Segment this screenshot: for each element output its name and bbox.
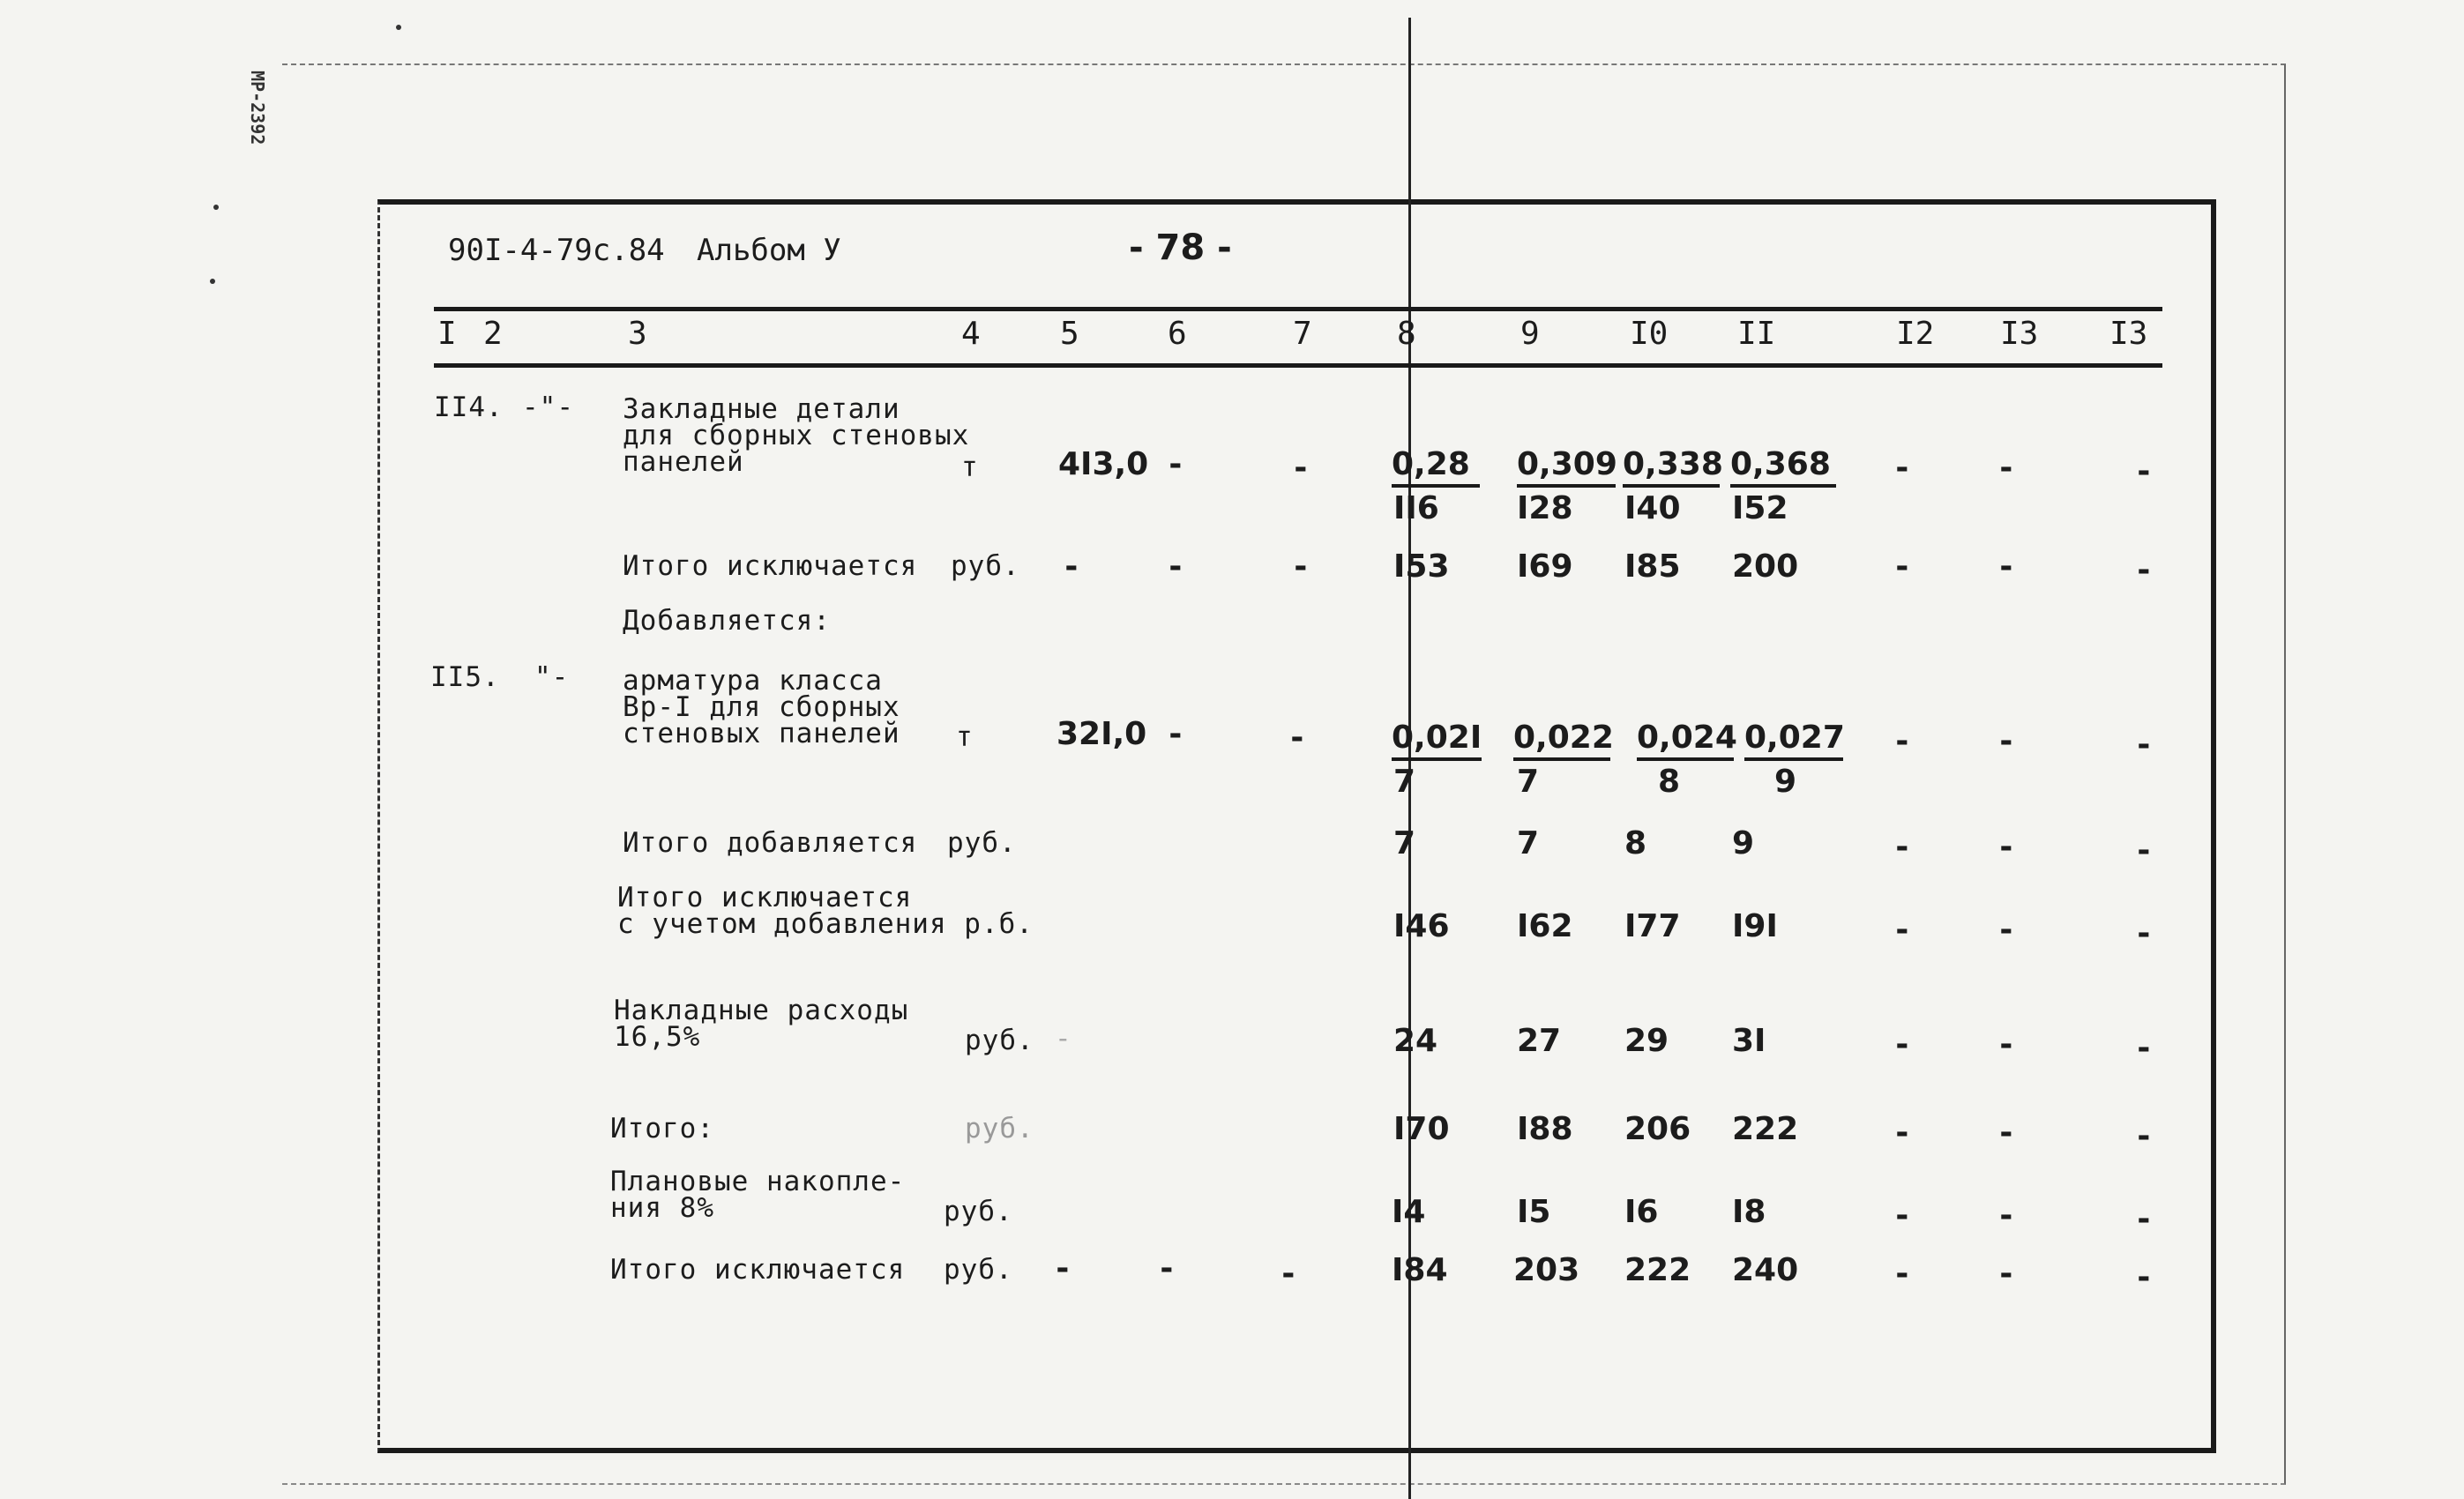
quantity: 0,024 (1637, 720, 1734, 761)
doc-code: 90I-4-79с.84 (448, 233, 665, 268)
cell-dash: - (1053, 1250, 1072, 1286)
cell-dash: - (2134, 727, 2154, 763)
col-header: I3 (2000, 316, 2039, 352)
cell-dash: - (1291, 548, 1310, 585)
unit-price: 4I3,0 (1058, 446, 1149, 482)
cell-dash: - (2134, 1201, 2154, 1237)
row-label: Итого добавляется (623, 827, 918, 859)
unit: т (956, 721, 974, 753)
cell-dash: - (1166, 716, 1185, 752)
item-name: стеновых панелей (623, 718, 900, 750)
value: I9I (1732, 908, 1778, 944)
col-header: I0 (1630, 316, 1669, 352)
value: I62 (1517, 908, 1573, 944)
row-number: II4. (434, 392, 504, 423)
value: I84 (1392, 1252, 1448, 1288)
cell-dash: - (1893, 912, 1912, 948)
cell-dash: - (1062, 548, 1081, 585)
value: 29 (1624, 1023, 1669, 1059)
cost: 7 (1517, 764, 1540, 800)
cell-dash: - (1997, 723, 2016, 759)
value: 203 (1513, 1252, 1580, 1288)
unit: руб. (965, 1113, 1034, 1145)
value: I88 (1517, 1111, 1573, 1147)
ditto-mark: -"- (522, 392, 574, 423)
cell-dash: - (2134, 552, 2154, 588)
speck (210, 279, 215, 284)
value: 9 (1732, 825, 1755, 861)
value: I53 (1393, 548, 1450, 585)
value: 206 (1624, 1111, 1691, 1147)
quantity: 0,309 (1517, 446, 1616, 488)
cell-dash: - (1893, 1026, 1912, 1063)
cell-dash: - (1291, 450, 1310, 486)
quantity: 0,022 (1513, 720, 1610, 761)
col-header: 7 (1293, 316, 1312, 352)
cell-dash: - (1166, 548, 1185, 585)
unit: руб. (951, 550, 1020, 582)
quantity: 0,368 (1730, 446, 1836, 488)
row-label: Накладные расходы (614, 995, 909, 1026)
cell-dash: - (1288, 720, 1307, 756)
cell-dash: - (1997, 548, 2016, 585)
table-header-rule (434, 363, 2162, 368)
cost: I52 (1732, 490, 1788, 526)
value: 8 (1624, 825, 1647, 861)
ditto-mark: "- (534, 661, 570, 693)
item-name: Закладные детали (623, 393, 900, 425)
value: I8 (1732, 1194, 1766, 1230)
cost: 7 (1393, 764, 1416, 800)
cell-dash: - (1997, 829, 2016, 865)
album-label: Альбом У (697, 233, 841, 268)
quantity: 0,02I (1392, 720, 1482, 761)
cost: 9 (1774, 764, 1797, 800)
value: 24 (1393, 1023, 1438, 1059)
cell-dash: - (2134, 453, 2154, 489)
cell-dash: - (1997, 912, 2016, 948)
value: I69 (1517, 548, 1573, 585)
cell-dash: - (1997, 1197, 2016, 1234)
cell-dash: - (2134, 1259, 2154, 1295)
row-label: с учетом добавления р.б. (617, 908, 1034, 940)
value: 7 (1517, 825, 1540, 861)
section-label-added: Добавляется: (623, 605, 831, 637)
value: 27 (1517, 1023, 1562, 1059)
page-number: - 78 - (1129, 227, 1232, 268)
col-header: 9 (1520, 316, 1540, 352)
row-label: 16,5% (614, 1021, 701, 1053)
value: 3I (1732, 1023, 1766, 1059)
cost: 8 (1658, 764, 1681, 800)
unit: руб. (944, 1196, 1013, 1227)
unit: руб. (947, 827, 1017, 859)
cell-dash: - (1997, 1115, 2016, 1151)
col-header: I3 (2109, 316, 2148, 352)
cost: I28 (1517, 490, 1573, 526)
item-name: арматура класса (623, 665, 883, 697)
unit: т (961, 451, 979, 483)
cost: I40 (1624, 490, 1681, 526)
col-header: I2 (1896, 316, 1935, 352)
cell-dash: - (1166, 446, 1185, 482)
cell-dash: - (2134, 1118, 2154, 1154)
cell-dash: - (1893, 1115, 1912, 1151)
value: 222 (1732, 1111, 1799, 1147)
value: 200 (1732, 548, 1799, 585)
cell-dash: - (2134, 1030, 2154, 1066)
cell-dash: - (1893, 723, 1912, 759)
row-label: Итого: (610, 1113, 714, 1145)
col-header: I (437, 316, 457, 352)
value: 222 (1624, 1252, 1691, 1288)
value: 240 (1732, 1252, 1799, 1288)
cell-dash: - (1157, 1250, 1176, 1286)
quantity: 0,338 (1623, 446, 1720, 488)
col-header: 6 (1168, 316, 1187, 352)
row-label: Итого исключается (610, 1254, 906, 1286)
col-header: 2 (483, 316, 503, 352)
margin-stamp: МР-2392 (247, 71, 268, 145)
row-label: Итого исключается (617, 882, 913, 914)
row-number: II5. (430, 661, 500, 693)
cost: II6 (1393, 490, 1439, 526)
cell-dash: - (1055, 1023, 1072, 1055)
unit: руб. (944, 1254, 1013, 1286)
quantity: 0,027 (1744, 720, 1843, 761)
cell-dash: - (2134, 915, 2154, 951)
value: I85 (1624, 548, 1681, 585)
item-name: Вр-I для сборных (623, 691, 900, 723)
cell-dash: - (1997, 1026, 2016, 1063)
value: I77 (1624, 908, 1681, 944)
value: I5 (1517, 1194, 1551, 1230)
col-header: 4 (961, 316, 981, 352)
value: I46 (1393, 908, 1450, 944)
row-label: ния 8% (610, 1192, 714, 1224)
row-label: Плановые накопле- (610, 1166, 906, 1197)
col-header: 3 (628, 316, 647, 352)
speck (213, 205, 219, 210)
value: 7 (1393, 825, 1416, 861)
table-top-rule (434, 307, 2162, 311)
unit: руб. (965, 1025, 1034, 1056)
row-label: Итого исключается (623, 550, 918, 582)
item-name: для сборных стеновых (623, 420, 970, 451)
col-header: II (1737, 316, 1776, 352)
value: I6 (1624, 1194, 1659, 1230)
value: I4 (1392, 1194, 1426, 1230)
cell-dash: - (1893, 1197, 1912, 1234)
unit-price: 32I,0 (1057, 716, 1147, 752)
cell-dash: - (2134, 832, 2154, 869)
col-header: 5 (1060, 316, 1079, 352)
item-name: панелей (623, 446, 744, 478)
cell-dash: - (1279, 1256, 1298, 1292)
cell-dash: - (1893, 1256, 1912, 1292)
cell-dash: - (1893, 829, 1912, 865)
value: I70 (1393, 1111, 1450, 1147)
cell-dash: - (1893, 548, 1912, 585)
speck (396, 25, 401, 30)
cell-dash: - (1893, 450, 1912, 486)
cell-dash: - (1997, 450, 2016, 486)
cell-dash: - (1997, 1256, 2016, 1292)
col-header: 8 (1397, 316, 1416, 352)
quantity: 0,28 (1392, 446, 1480, 488)
